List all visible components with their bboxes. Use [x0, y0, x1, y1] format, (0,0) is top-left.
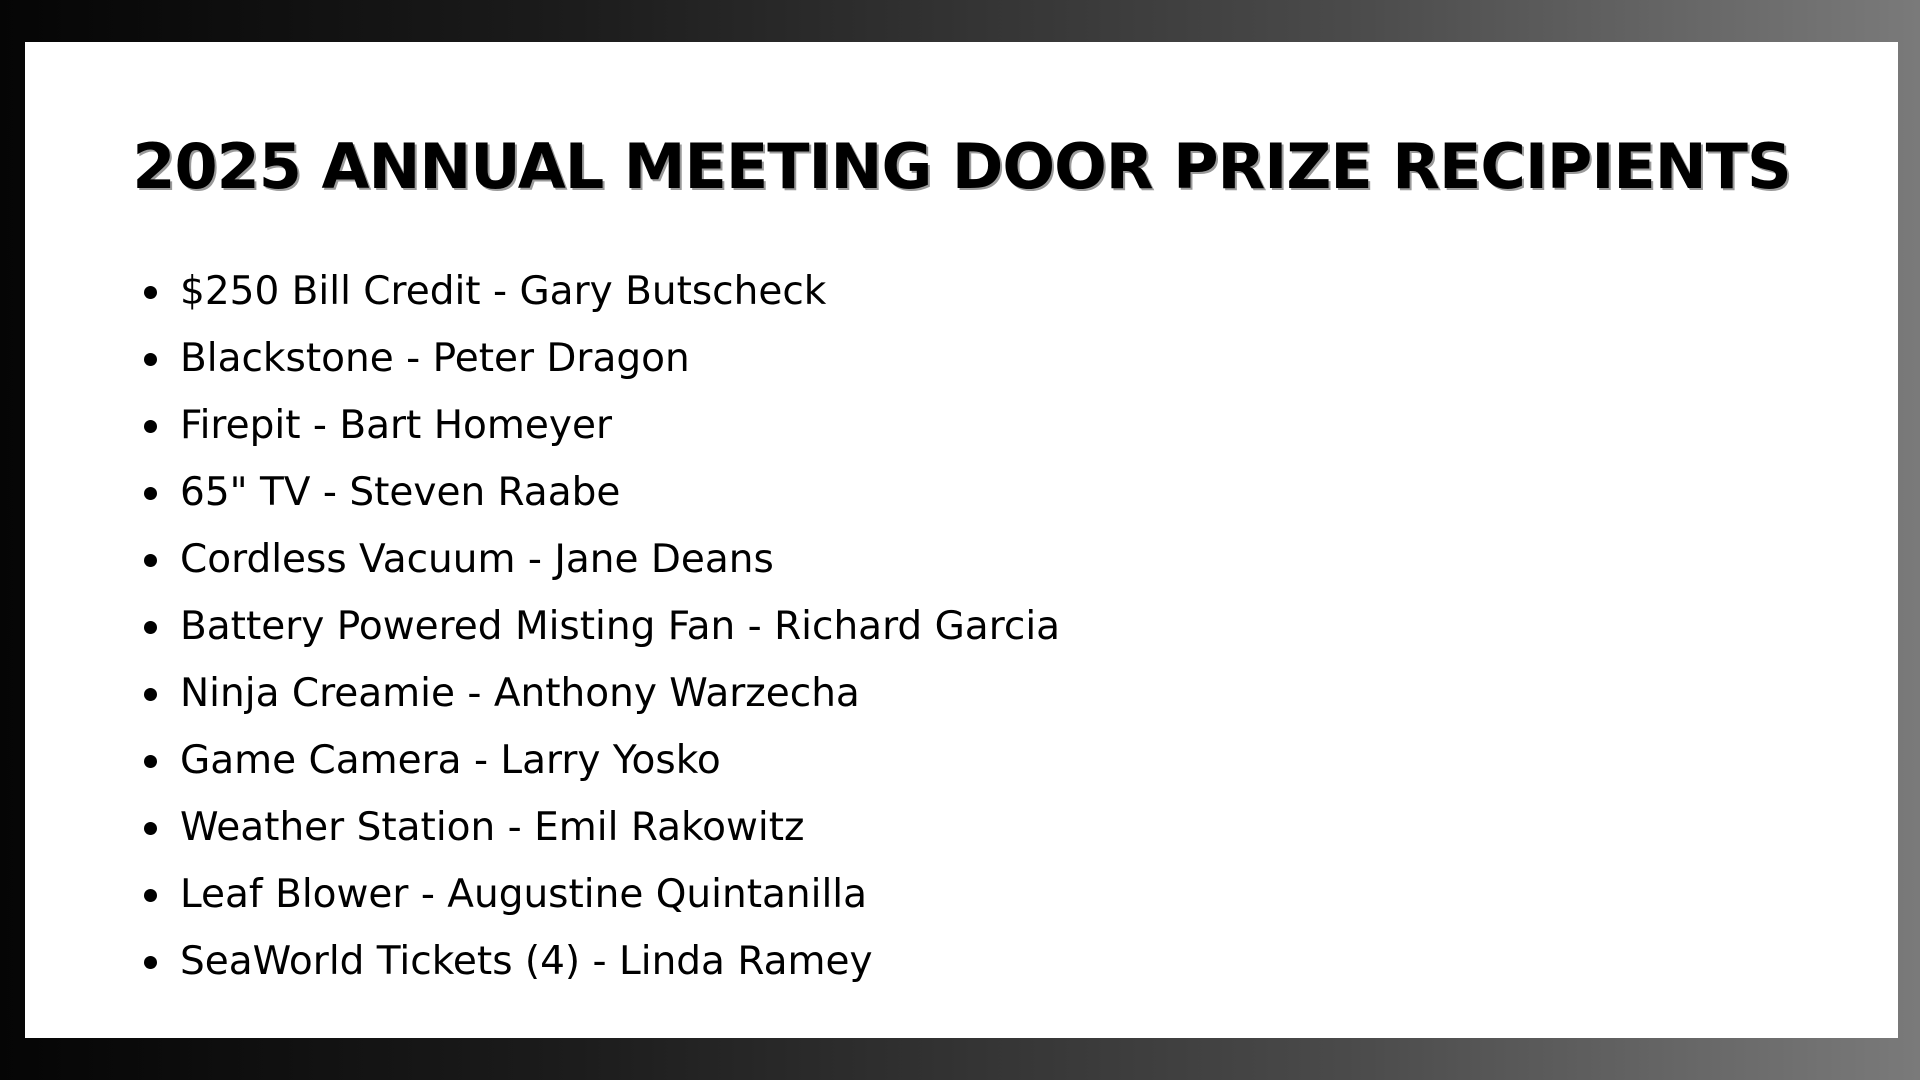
list-item [140, 867, 1060, 934]
list-item [140, 599, 1060, 666]
list-item [140, 666, 1060, 733]
bullet-icon [144, 956, 157, 969]
list-item [140, 800, 1060, 867]
page-title: 2025 ANNUAL MEETING DOOR PRIZE RECIPIENTS [132, 130, 1791, 203]
bullet-icon [144, 822, 157, 835]
prize-text: SeaWorld Tickets (4) - Linda Ramey [180, 939, 873, 984]
prize-text: Game Camera - Larry Yosko [180, 738, 721, 783]
list-item [140, 398, 1060, 465]
list-item [140, 733, 1060, 800]
bullet-icon [144, 554, 157, 567]
bullet-icon [144, 420, 157, 433]
slide-card [25, 42, 1898, 1038]
prize-text: Battery Powered Misting Fan - Richard Garcia [180, 604, 1061, 649]
list-item [140, 934, 1060, 1001]
bullet-icon [144, 889, 157, 902]
bullet-icon [144, 286, 157, 299]
bullet-icon [144, 755, 157, 768]
list-item [140, 465, 1060, 532]
list-item [140, 532, 1060, 599]
prize-text: Firepit - Bart Homeyer [180, 403, 613, 448]
prize-text: Cordless Vacuum - Jane Deans [180, 537, 774, 582]
bullet-icon [144, 487, 157, 500]
list-item [140, 331, 1060, 398]
prize-text: 65" TV - Steven Raabe [180, 470, 621, 515]
prize-text: Blackstone - Peter Dragon [180, 336, 690, 381]
list-item [140, 264, 1060, 331]
bullet-icon [144, 688, 157, 701]
prize-text: Weather Station - Emil Rakowitz [180, 805, 805, 850]
bullet-icon [144, 353, 157, 366]
prize-text: Ninja Creamie - Anthony Warzecha [180, 671, 860, 716]
prize-text: Leaf Blower - Augustine Quintanilla [180, 872, 868, 917]
prize-text: $250 Bill Credit - Gary Butscheck [180, 269, 827, 314]
prize-list [140, 264, 1060, 1001]
bullet-icon [144, 621, 157, 634]
